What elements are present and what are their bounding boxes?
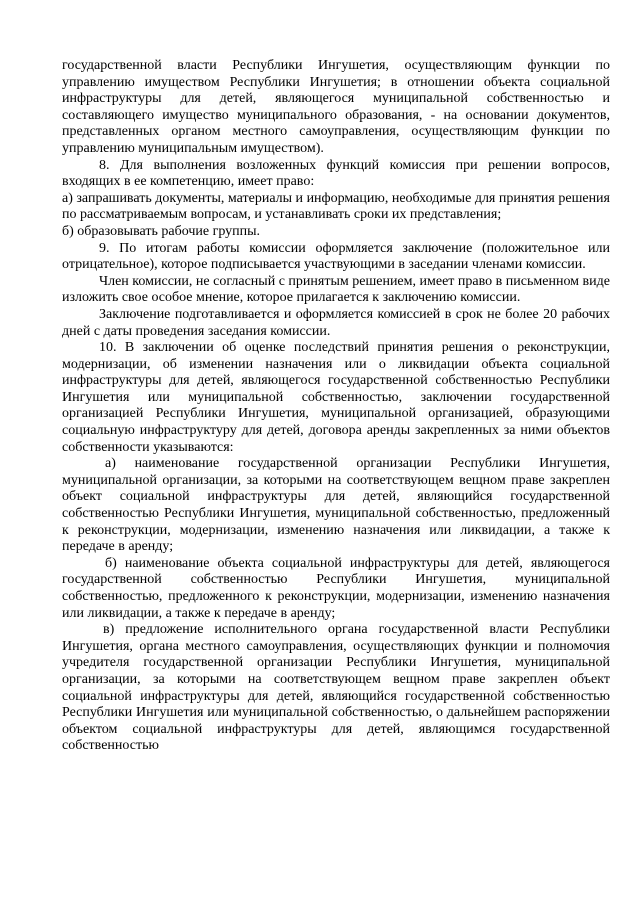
paragraph-8a: а) запрашивать документы, материалы и информацию, необходимые для принятия решения по рассматриваемым вопросам, и устанавливать сроки их представления; [62,190,610,223]
paragraph-8b: б) образовывать рабочие группы. [62,223,261,239]
paragraph-10b: б) наименование объекта социальной инфраструктуры для детей, являющегося государственной собственностью Республики Ингушетия, муниципальной собственностью, предложенного к реконструкции, модернизации, изменению назначения или ликвидации, а также к передаче в аренду; [62,555,610,621]
paragraph-9-member: Член комиссии, не согласный с принятым решением, имеет право в письменном виде изложить свое особое мнение, которое прилагается к заключению комиссии. [62,273,610,306]
paragraph-10c: в) предложение исполнительного органа государственной власти Республики Ингушетия, органа местного самоуправления, осуществляющих функции и полномочия учредителя государственной организации Республики Ингушетия, муниципальной организации, за которыми на соответствующем вещном праве закреплен объект социальной инфраструктуры для детей, являющийся государственной собственностью Республики Ингушетия или муниципальной собственностью, о дальнейшем распоряжении объектом социальной инфраструктуры для детей, являющимся государственной собственностью [62,622,610,754]
paragraph-8: 8. Для выполнения возложенных функций комиссия при решении вопросов, входящих в ее компетенцию, имеет право: [62,157,610,190]
document-page [62,58,610,755]
paragraph-10: 10. В заключении об оценке последствий принятия решения о реконструкции, модернизации, об изменении назначения или о ликвидации объекта социальной инфраструктуры для детей, являющегося государственной собственностью Республики Ингушетия или муниципальной собственностью, заключении государственной организацией Республики Ингушетия, муниципальной организацией, образующими социальную инфраструктуру для детей, договора аренды закрепленных за ними объектов собственности указываются: [62,340,610,455]
paragraph-10a: а) наименование государственной организации Республики Ингушетия, муниципальной организации, за которыми на соответствующем вещном праве закреплен объект социальной инфраструктуры для детей, являющийся государственной собственностью Республики Ингушетия, муниципальной собственностью, предложенный к реконструкции, модернизации, изменению назначения или ликвидации, а также к передаче в аренду; [62,456,610,555]
paragraph-9: 9. По итогам работы комиссии оформляется заключение (положительное или отрицательное), которое подписывается участвующими в заседании членами комиссии. [62,240,610,273]
paragraph-continuation: государственной власти Республики Ингушетия, осуществляющим функции по управлению имуществом Республики Ингушетия; в отношении объекта социальной инфраструктуры для детей, являющегося муниципальной собственностью и составляющего имущество муниципального образования, - на основании документов, представленных органом местного самоуправления, осуществляющим функции по управлению муниципальным имуществом). [62,58,610,156]
paragraph-9-term: Заключение подготавливается и оформляется комиссией в срок не более 20 рабочих дней с даты проведения заседания комиссии. [62,306,610,339]
